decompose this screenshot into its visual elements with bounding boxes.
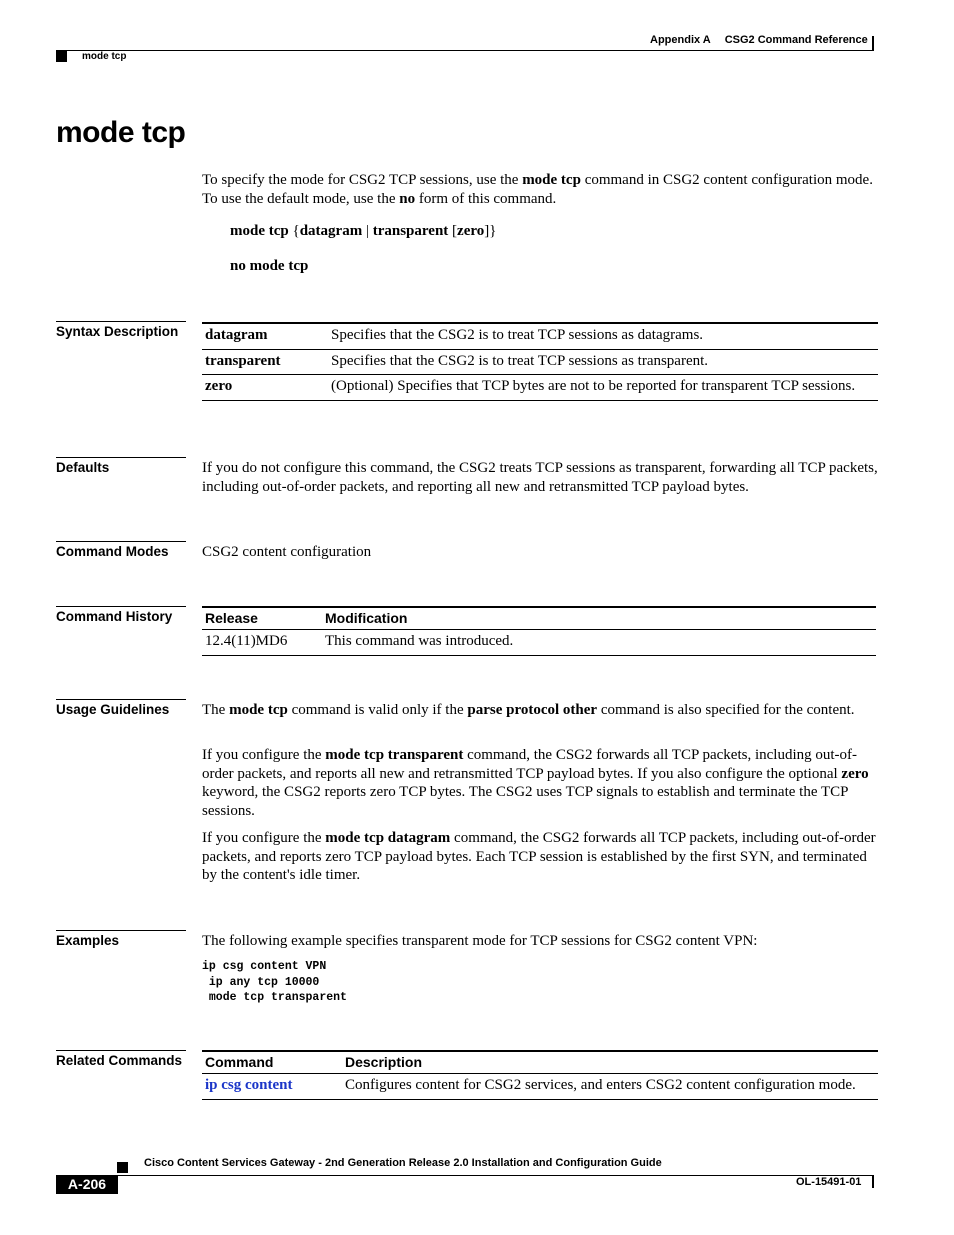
table-row: zero (Optional) Specifies that TCP bytes are not to be reported for transparent TCP sessions. — [205, 378, 856, 394]
section-command-history: Command History — [56, 606, 186, 624]
table-row: transparent Specifies that the CSG2 is to treat TCP sessions as transparent. — [202, 349, 878, 375]
examples-intro: The following example specifies transparent mode for TCP sessions for CSG2 content VPN: — [202, 933, 758, 949]
usage-paragraph-2: If you configure the mode tcp transparent command, the CSG2 forwards all TCP packets, including out-of-order packets, and reports all new and retransmitted TCP payload bytes. If you also configure the optional zero keyword, the CSG2 reports zero TCP bytes. The CSG2 uses TCP signals to establish and terminate the TCP sessions. — [202, 747, 869, 820]
ip-csg-content-link[interactable]: ip csg content — [205, 1077, 293, 1093]
section-syntax-description: Syntax Description — [56, 321, 186, 339]
syntax-table — [202, 322, 878, 401]
header-rule — [56, 50, 874, 51]
running-title: mode tcp — [82, 51, 127, 62]
table-header-row: Command Description — [202, 1051, 878, 1074]
section-defaults: Defaults — [56, 457, 186, 475]
example-code: ip csg content VPN ip any tcp 10000 mode tcp transparent — [202, 960, 347, 1004]
footer-rule — [56, 1175, 874, 1176]
table-row: 12.4(11)MD6 This command was introduced. — [205, 633, 514, 649]
defaults-text: If you do not configure this command, the CSG2 treats TCP sessions as transparent, forwarding all TCP packets, including out-of-order packets, and reporting all new and retransmitted TCP payload bytes. — [202, 460, 878, 495]
table-header-row: Release Modification — [202, 607, 876, 630]
footer-tick — [872, 1175, 874, 1188]
footer-marker — [117, 1162, 128, 1173]
usage-paragraph-3: If you configure the mode tcp datagram command, the CSG2 forwards all TCP packets, including out-of-order packets, and reports zero TCP payload bytes. Each TCP session is established by the first SYN, and terminated by the content's idle timer. — [202, 830, 876, 884]
usage-paragraph-1: The mode tcp command is valid only if the parse protocol other command is also specified for the content. — [202, 702, 855, 718]
command-modes-text: CSG2 content configuration — [202, 544, 372, 560]
header-chapter-title: CSG2 Command Reference — [724, 34, 868, 46]
section-usage-guidelines: Usage Guidelines — [56, 699, 186, 717]
footer-guide-title: Cisco Content Services Gateway - 2nd Generation Release 2.0 Installation and Configuration Guide — [144, 1157, 662, 1169]
header-tick — [872, 36, 874, 50]
command-syntax: mode tcp {datagram | transparent [zero]} — [230, 223, 497, 239]
related-table — [202, 1050, 878, 1100]
section-examples: Examples — [56, 930, 186, 948]
header-appendix: Appendix A — [650, 34, 711, 46]
section-command-modes: Command Modes — [56, 541, 186, 559]
intro-paragraph: To specify the mode for CSG2 TCP sessions, use the mode tcp command in CSG2 content configuration mode. To use the default mode, use the no form of this command. — [202, 172, 873, 207]
header-chapter — [650, 34, 868, 46]
table-row: ip csg content Configures content for CSG2 services, and enters CSG2 content configuration mode. — [205, 1077, 856, 1093]
history-table — [202, 606, 876, 656]
page-title: mode tcp — [56, 116, 186, 149]
page-number: A-206 — [56, 1175, 118, 1194]
table-row: datagram Specifies that the CSG2 is to treat TCP sessions as datagrams. — [202, 323, 878, 349]
no-form-syntax: no mode tcp — [230, 258, 309, 274]
doc-id: OL-15491-01 — [796, 1176, 862, 1188]
header-marker — [56, 51, 67, 62]
section-related-commands: Related Commands — [56, 1050, 186, 1068]
